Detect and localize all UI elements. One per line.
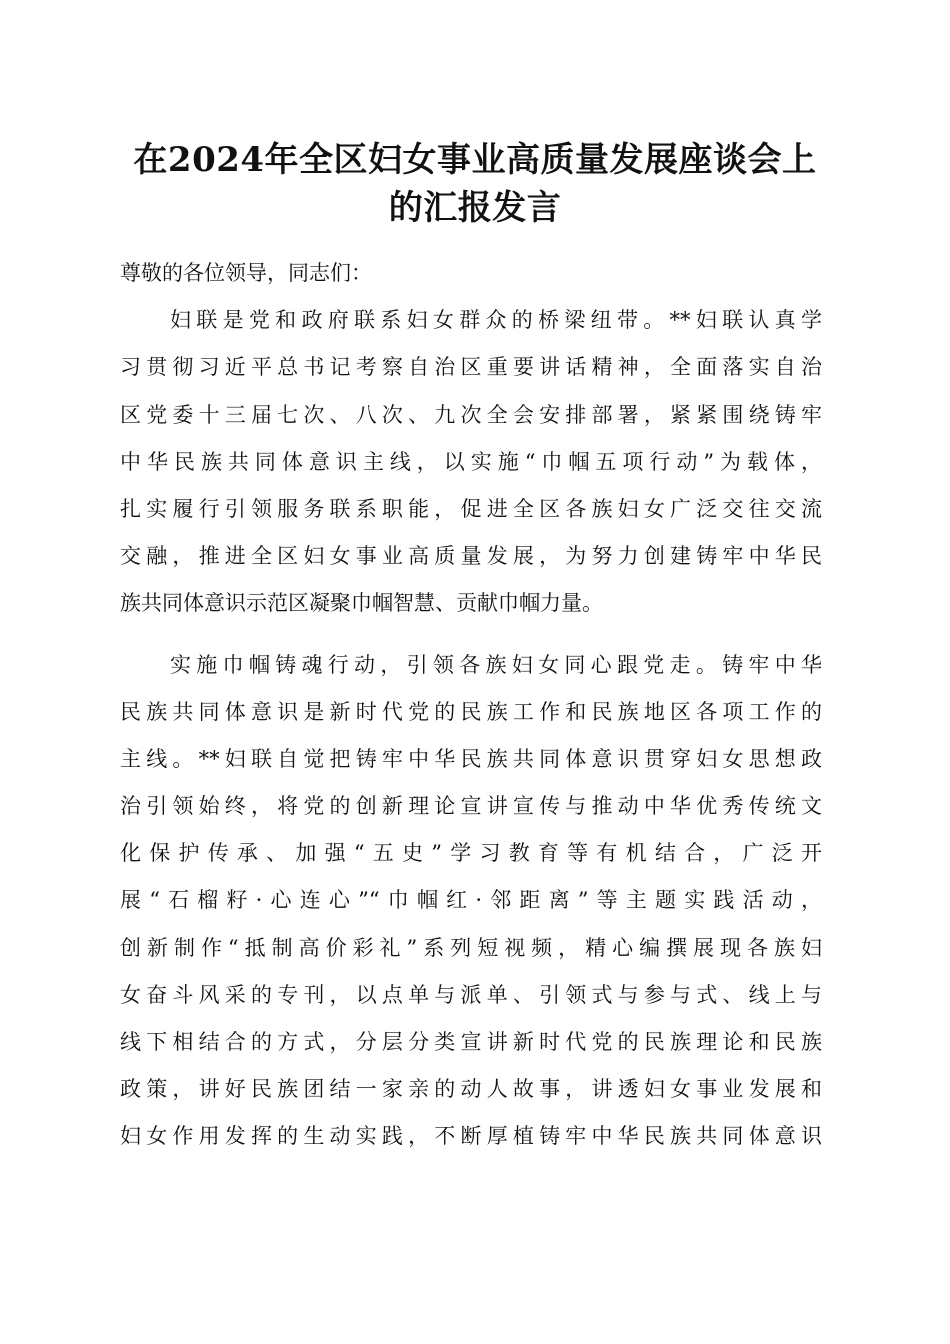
paragraph-2-line-5: 化保护传承、加强“五史”学习教育等有机结合，广泛开 xyxy=(120,841,822,866)
paragraph-1 xyxy=(120,297,822,627)
paragraph-2-line-9: 线下相结合的方式，分层分类宣讲新时代党的民族理论和民族 xyxy=(120,1030,822,1054)
paragraph-1-line-6: 交融，推进全区妇女事业高质量发展，为努力创建铸牢中华民 xyxy=(120,544,822,569)
title-line-2: 的汇报发言 xyxy=(388,188,562,228)
paragraph-2-line-7: 创新制作“抵制高价彩礼”系列短视频，精心编撰展现各族妇 xyxy=(120,935,822,960)
paragraph-2-line-11: 妇女作用发挥的生动实践，不断厚植铸牢中华民族共同体意识 xyxy=(120,1124,822,1149)
paragraph-1-line-5: 扎实履行引领服务联系职能，促进全区各族妇女广泛交往交流 xyxy=(120,496,822,521)
paragraph-gap xyxy=(120,628,822,642)
document-title xyxy=(100,136,850,232)
paragraph-2-line-8: 女奋斗风采的专刊，以点单与派单、引领式与参与式、线上与 xyxy=(120,982,822,1007)
salutation: 尊敬的各位领导，同志们： xyxy=(120,261,372,285)
paragraph-1-line-4: 中华民族共同体意识主线，以实施“巾帼五项行动”为载体， xyxy=(120,449,822,474)
paragraph-2-line-4: 治引领始终，将党的创新理论宣讲宣传与推动中华优秀传统文 xyxy=(120,794,822,819)
paragraph-2-line-2: 民族共同体意识是新时代党的民族工作和民族地区各项工作的 xyxy=(120,699,822,724)
title-line-1: 在2024年全区妇女事业高质量发展座谈会上 xyxy=(133,140,817,180)
paragraph-2-line-6: 展“石榴籽·心连心”“巾帼红·邻距离”等主题实践活动， xyxy=(120,888,822,913)
paragraph-2-line-10: 政策，讲好民族团结一家亲的动人故事，讲透妇女事业发展和 xyxy=(120,1077,822,1102)
paragraph-2 xyxy=(120,642,822,1161)
paragraph-1-line-7: 族共同体意识示范区凝聚巾帼智慧、贡献巾帼力量。 xyxy=(120,591,603,616)
paragraph-2-line-3: 主线。**妇联自觉把铸牢中华民族共同体意识贯穿妇女思想政 xyxy=(120,746,822,771)
document-body xyxy=(120,250,822,1161)
paragraph-1-line-3: 区党委十三届七次、八次、九次全会安排部署，紧紧围绕铸牢 xyxy=(120,402,822,427)
paragraph-1-line-1: 妇联是党和政府联系妇女群众的桥梁纽带。**妇联认真学 xyxy=(170,308,822,333)
paragraph-1-line-2: 习贯彻习近平总书记考察自治区重要讲话精神，全面落实自治 xyxy=(120,355,822,380)
paragraph-2-line-1: 实施巾帼铸魂行动，引领各族妇女同心跟党走。铸牢中华 xyxy=(170,652,822,677)
